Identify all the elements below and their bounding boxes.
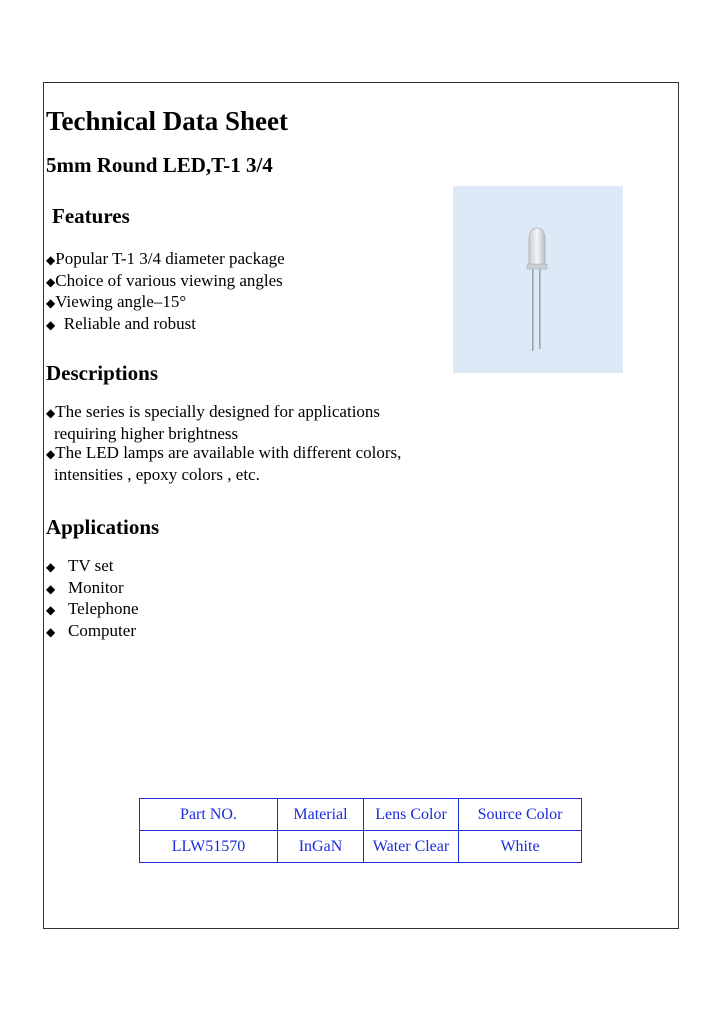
- diamond-bullet-icon: ◆: [46, 560, 56, 574]
- list-item: ◆ TV set: [46, 556, 139, 578]
- diamond-bullet-icon: ◆: [46, 624, 56, 639]
- list-item: ◆ Computer: [46, 621, 139, 643]
- table-row: [140, 831, 582, 863]
- product-subtitle: 5mm Round LED,T-1 3/4: [46, 153, 273, 177]
- diamond-bullet-icon: ◆: [46, 296, 56, 310]
- led-icon: [453, 186, 623, 373]
- descriptions-list: [46, 402, 401, 484]
- diamond-bullet-icon: ◆: [46, 447, 56, 461]
- table-header-cell: Source Color: [459, 799, 582, 831]
- features-heading: Features: [52, 204, 130, 228]
- part-number-table: [139, 798, 582, 863]
- table-header-cell: Part NO.: [140, 799, 278, 831]
- table-cell: White: [459, 831, 582, 863]
- table-cell: InGaN: [278, 831, 364, 863]
- diamond-bullet-icon: ◆: [46, 581, 56, 596]
- list-item-continuation: requiring higher brightness: [54, 423, 239, 443]
- table-header-cell: Lens Color: [364, 799, 459, 831]
- list-item: ◆Viewing angle–15°: [46, 292, 285, 314]
- list-item-continuation: intensities , epoxy colors , etc.: [54, 464, 260, 484]
- list-item: ◆The series is specially designed for applications: [46, 402, 401, 424]
- list-item: ◆ Reliable and robust: [46, 314, 285, 336]
- table-cell: Water Clear: [364, 831, 459, 863]
- list-item: ◆Choice of various viewing angles: [46, 271, 285, 293]
- diamond-bullet-icon: ◆: [46, 317, 56, 332]
- page-title: Technical Data Sheet: [46, 106, 288, 136]
- diamond-bullet-icon: ◆: [46, 253, 56, 267]
- applications-list: [46, 556, 139, 642]
- table-cell: LLW51570: [140, 831, 278, 863]
- features-list: [46, 249, 285, 335]
- list-item: ◆ Monitor: [46, 578, 139, 600]
- table-header-row: [140, 799, 582, 831]
- list-item: ◆The LED lamps are available with different colors,: [46, 443, 401, 465]
- diamond-bullet-icon: ◆: [46, 603, 56, 617]
- list-item: ◆Popular T-1 3/4 diameter package: [46, 249, 285, 271]
- applications-heading: Applications: [46, 515, 160, 539]
- diamond-bullet-icon: ◆: [46, 274, 56, 289]
- table-header-cell: Material: [278, 799, 364, 831]
- list-item: ◆ Telephone: [46, 599, 139, 621]
- descriptions-heading: Descriptions: [46, 361, 158, 385]
- led-product-image: [453, 186, 623, 373]
- diamond-bullet-icon: ◆: [46, 406, 56, 420]
